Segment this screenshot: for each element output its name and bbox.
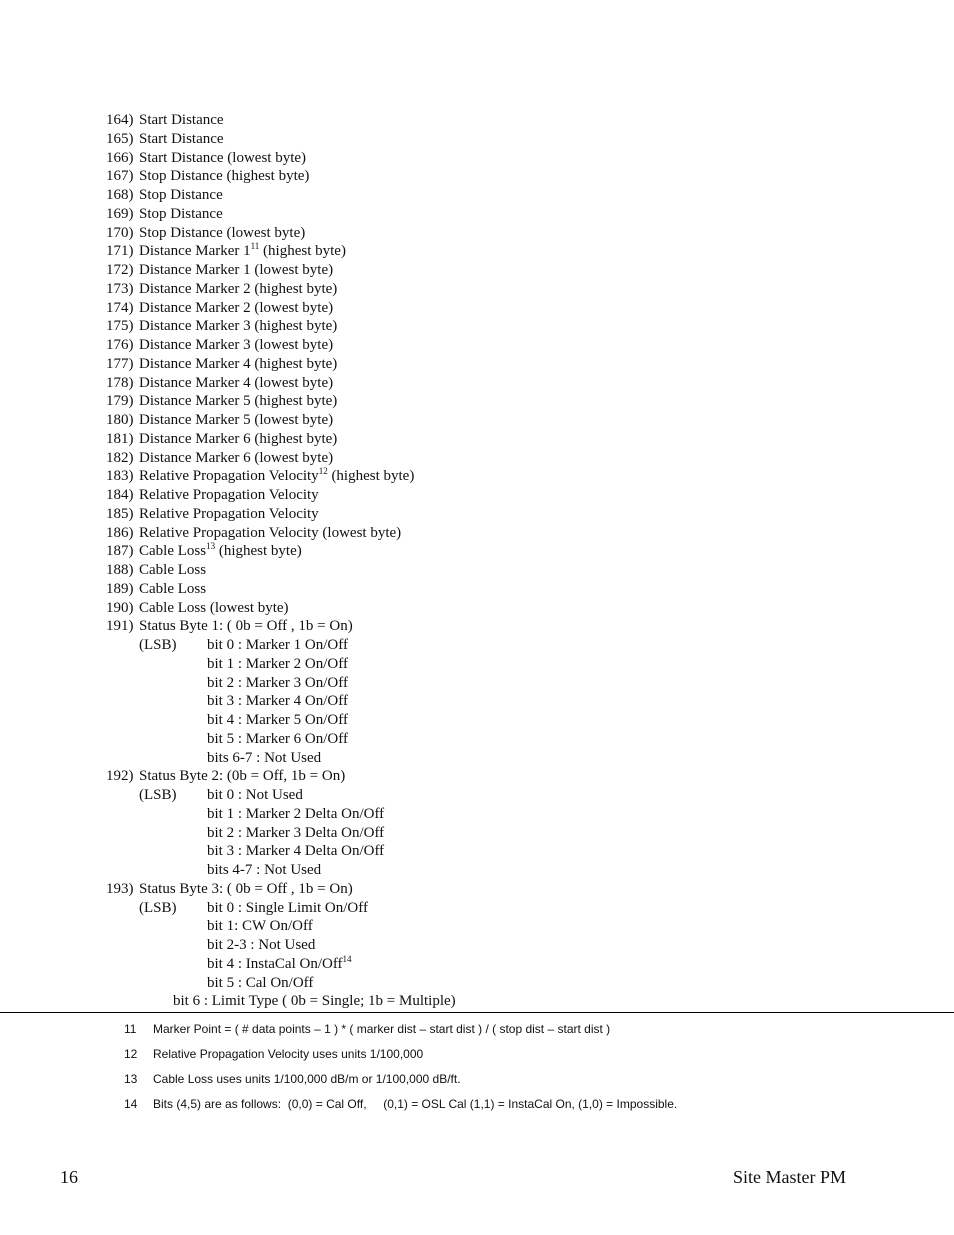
item-text-suffix: (highest byte) — [327, 468, 415, 485]
item-text: Distance Marker 6 (highest byte) — [139, 430, 338, 447]
footnote-ref: 11 — [250, 241, 260, 252]
item-number: 167) — [106, 168, 134, 185]
item-number: 185) — [106, 505, 134, 522]
footnote-ref: 13 — [206, 541, 216, 552]
item-number: 173) — [106, 280, 134, 297]
bit-description: bit 5 : Cal On/Off — [207, 974, 314, 991]
list-item — [106, 992, 456, 1011]
footnote-number: 12 — [124, 1047, 138, 1061]
item-number: 190) — [106, 599, 134, 616]
item-number: 174) — [106, 299, 134, 316]
item-text: Status Byte 2: (0b = Off, 1b = On) — [139, 768, 346, 785]
footnote-ref: 12 — [318, 466, 328, 477]
list-item — [106, 936, 414, 955]
item-text-suffix: (highest byte) — [215, 543, 302, 560]
item-number: 178) — [106, 374, 134, 391]
footnote-text: Cable Loss uses units 1/100,000 dB/m or 1/100,000 dB/ft. — [153, 1072, 461, 1086]
item-number: 188) — [106, 562, 134, 578]
list-item — [106, 486, 414, 505]
item-number: 189) — [106, 580, 134, 597]
item-text: Stop Distance — [139, 187, 223, 203]
list-item — [106, 524, 414, 543]
list-item — [106, 111, 414, 130]
item-number: 170) — [106, 224, 134, 241]
item-text: Relative Propagation Velocity — [139, 505, 319, 522]
item-text-suffix: (highest byte) — [259, 243, 346, 260]
item-text: Relative Propagation Velocity (lowest byte) — [139, 524, 402, 541]
item-number: 183) — [106, 468, 134, 485]
list-item — [106, 692, 414, 711]
item-number: 171) — [106, 243, 134, 260]
item-text: Distance Marker 3 (lowest byte) — [139, 337, 334, 353]
document-title: Site Master PM — [732, 1167, 846, 1187]
list-item — [106, 767, 414, 786]
list-item — [106, 505, 414, 524]
item-text: Relative Propagation Velocity — [139, 468, 319, 485]
list-item — [106, 599, 414, 618]
list-item — [106, 674, 414, 693]
list-item — [106, 880, 414, 899]
bit-description: bit 1 : Marker 2 Delta On/Off — [207, 805, 385, 822]
list-item — [106, 824, 414, 843]
list-item — [106, 355, 414, 374]
list-item — [106, 974, 414, 993]
list-item — [106, 411, 414, 430]
footnote-number: 11 — [124, 1022, 137, 1036]
list-item — [106, 899, 414, 918]
item-text: Distance Marker 5 (highest byte) — [139, 393, 338, 410]
item-number: 184) — [106, 487, 134, 503]
item-text: Distance Marker 4 (lowest byte) — [139, 374, 334, 391]
list-item — [106, 561, 414, 580]
bit-description: bit 5 : Marker 6 On/Off — [207, 730, 348, 747]
list-item — [106, 130, 414, 149]
list-item — [106, 392, 414, 411]
item-text: Relative Propagation Velocity — [139, 487, 319, 503]
item-text: Distance Marker 3 (highest byte) — [139, 318, 338, 335]
footnote-text: Relative Propagation Velocity uses units 1/100,000 — [153, 1047, 424, 1061]
list-item — [106, 299, 414, 318]
page-number: 16 — [60, 1167, 78, 1187]
list-item — [106, 749, 414, 768]
bit-description: bit 4 : Marker 5 On/Off — [207, 712, 348, 728]
lsb-label: (LSB) — [139, 787, 177, 803]
bit-description-wrap — [207, 955, 352, 974]
footnote-ref: 14 — [342, 953, 352, 964]
bit-description: bits 4-7 : Not Used — [207, 862, 322, 878]
item-text: Cable Loss — [139, 562, 207, 578]
list-item — [106, 167, 414, 186]
item-number: 177) — [106, 355, 134, 372]
lsb-label: (LSB) — [139, 637, 177, 653]
item-number: 175) — [106, 318, 134, 335]
list-item — [106, 336, 414, 355]
item-text: Stop Distance (lowest byte) — [139, 224, 306, 241]
list-item — [106, 317, 414, 336]
list-item — [106, 955, 414, 974]
list-item — [106, 280, 414, 299]
item-text: Cable Loss — [139, 580, 207, 597]
item-number: 193) — [106, 880, 134, 897]
item-text: Start Distance — [139, 130, 224, 147]
list-item — [106, 580, 414, 599]
item-number: 168) — [106, 187, 134, 203]
bit-description: bit 1: CW On/Off — [207, 918, 313, 935]
lsb-label: (LSB) — [139, 899, 177, 916]
item-number: 166) — [106, 149, 134, 166]
footnote-text: Marker Point = ( # data points – 1 ) * ( marker dist – start dist ) / ( stop dist – start dist ) — [153, 1022, 611, 1036]
bit-description: bit 4 : InstaCal On/Off — [207, 955, 343, 972]
list-item — [106, 430, 414, 449]
bit-description: bit 0 : Marker 1 On/Off — [207, 637, 348, 653]
item-number: 165) — [106, 130, 134, 147]
bit-description: bit 2 : Marker 3 Delta On/Off — [207, 824, 385, 841]
item-number: 172) — [106, 262, 134, 278]
bit-description: bit 0 : Not Used — [207, 787, 303, 803]
list-item — [106, 786, 414, 805]
bit-description: bit 0 : Single Limit On/Off — [207, 899, 368, 916]
item-text: Stop Distance (highest byte) — [139, 168, 310, 185]
item-number: 192) — [106, 768, 134, 785]
bit-description: bits 6-7 : Not Used — [207, 749, 322, 766]
item-text: Start Distance — [139, 112, 224, 128]
item-text: Distance Marker 2 (lowest byte) — [139, 299, 334, 316]
list-item — [106, 730, 414, 749]
item-text: Distance Marker 4 (highest byte) — [139, 355, 338, 372]
bit-description: bit 6 : Limit Type ( 0b = Single; 1b = Multiple) — [173, 993, 456, 1010]
list-item — [106, 242, 414, 261]
item-number: 180) — [106, 412, 134, 428]
list-item — [106, 149, 414, 168]
item-number: 169) — [106, 205, 134, 222]
list-item — [106, 542, 414, 561]
item-number: 164) — [106, 112, 134, 128]
item-text: Distance Marker 2 (highest byte) — [139, 280, 338, 297]
item-number: 176) — [106, 337, 134, 353]
byte-list — [106, 111, 456, 1011]
item-number: 182) — [106, 449, 134, 466]
bit-description: bit 3 : Marker 4 Delta On/Off — [207, 843, 385, 860]
item-text: Status Byte 3: ( 0b = Off , 1b = On) — [139, 880, 353, 897]
bit-description: bit 2 : Marker 3 On/Off — [207, 674, 348, 691]
footnote-divider — [0, 1012, 954, 1013]
list-item — [106, 655, 414, 674]
item-text: Status Byte 1: ( 0b = Off , 1b = On) — [139, 618, 353, 635]
item-text: Distance Marker 1 (lowest byte) — [139, 262, 334, 278]
list-item — [106, 374, 414, 393]
item-text: Stop Distance — [139, 205, 223, 222]
item-text: Cable Loss (lowest byte) — [139, 599, 289, 616]
item-number: 179) — [106, 393, 134, 410]
item-text: Distance Marker 5 (lowest byte) — [139, 412, 334, 428]
list-item — [106, 186, 414, 205]
item-number: 181) — [106, 430, 134, 447]
footnote-text: Bits (4,5) are as follows: (0,0) = Cal Off, (0,1) = OSL Cal (1,1) = InstaCal On, (1,0) = Impossible. — [153, 1097, 678, 1111]
list-item — [106, 917, 414, 936]
bit-description: bit 1 : Marker 2 On/Off — [207, 655, 348, 672]
item-number: 191) — [106, 618, 134, 635]
list-item — [106, 205, 414, 224]
list-item — [106, 861, 414, 880]
item-number: 187) — [106, 543, 134, 560]
bit-description: bit 3 : Marker 4 On/Off — [207, 693, 348, 710]
item-number: 186) — [106, 524, 134, 541]
list-item — [106, 449, 414, 468]
list-item — [106, 805, 414, 824]
footnote-number: 14 — [124, 1097, 138, 1111]
list-item — [106, 261, 414, 280]
item-text: Distance Marker 1 — [139, 243, 251, 260]
item-text: Cable Loss — [139, 543, 207, 560]
footnote-number: 13 — [124, 1072, 138, 1086]
list-item — [106, 224, 414, 243]
bit-description: bit 2-3 : Not Used — [207, 937, 316, 953]
list-item — [106, 711, 414, 730]
list-item — [106, 467, 414, 486]
item-text: Distance Marker 6 (lowest byte) — [139, 449, 334, 466]
item-text: Start Distance (lowest byte) — [139, 149, 307, 166]
list-item — [106, 617, 414, 636]
list-item — [106, 636, 414, 655]
list-item — [106, 842, 414, 861]
